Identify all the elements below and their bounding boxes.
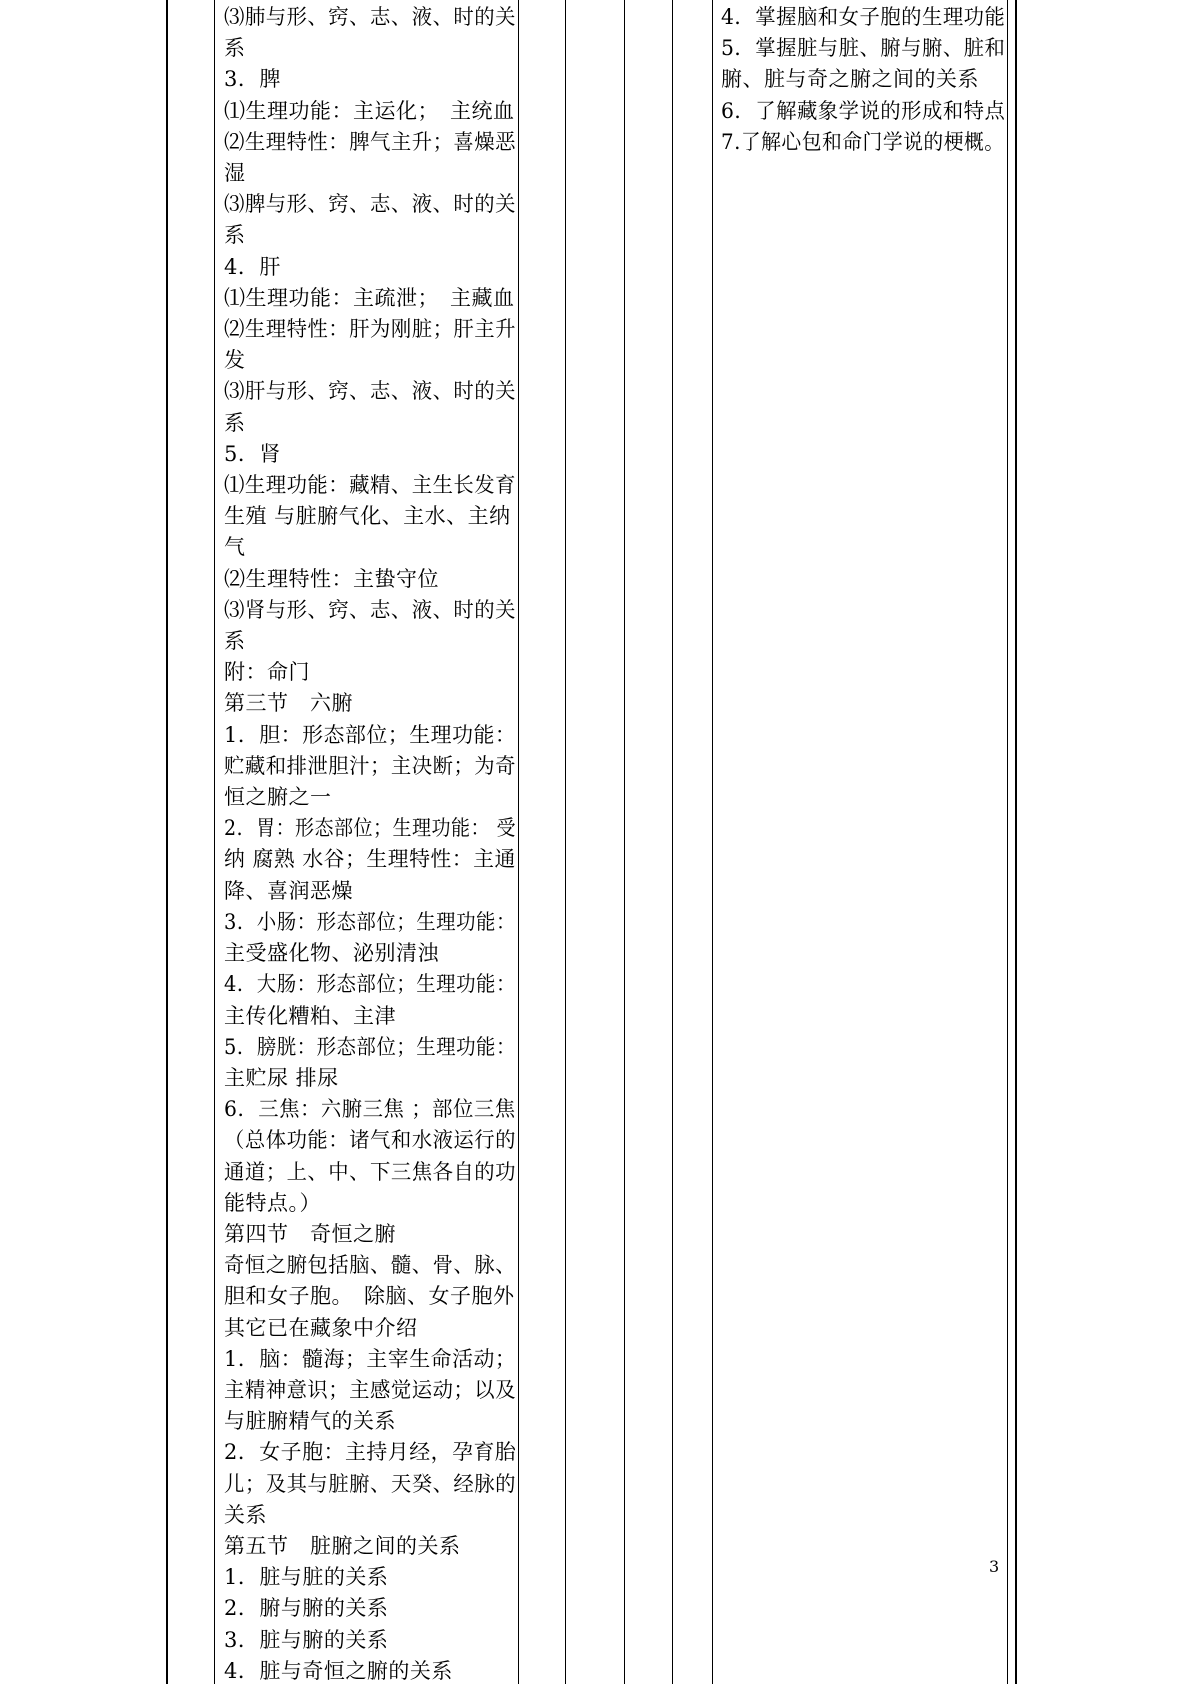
- section-heading: 第五节 脏腑之间的关系: [224, 1533, 461, 1558]
- content-line: ⑶肾与形、窍、志、液、时的关: [224, 597, 516, 622]
- requirement-line: 腑、脏与奇之腑之间的关系: [721, 67, 979, 92]
- content-line: ⑶肺与形、窍、志、液、时的关: [224, 5, 516, 29]
- content-line: 主贮尿 排尿: [224, 1065, 339, 1090]
- content-line: 4．肝: [224, 254, 281, 279]
- content-line: 主传化糟粕、主津: [224, 1003, 396, 1028]
- content-line: ⑵生理特性：脾气主升；喜燥恶: [224, 129, 516, 154]
- content-line: 发: [224, 348, 246, 373]
- requirement-line: 4．掌握脑和女子胞的生理功能: [721, 5, 1006, 29]
- content-line: ⑴生理功能：主运化； 主统血: [224, 98, 515, 123]
- content-line: ⑵生理特性：主蛰守位: [224, 566, 439, 591]
- teaching-content-column: [224, 2, 516, 1687]
- content-line: ⑴生理功能：主疏泄； 主藏血: [224, 285, 515, 310]
- requirement-line: 5．掌握脏与脏、腑与腑、脏和: [721, 36, 1006, 61]
- column-divider: [672, 0, 673, 1684]
- content-line: 5．肾: [224, 441, 281, 466]
- content-line: 2．腑与腑的关系: [224, 1596, 389, 1621]
- content-line: 主受盛化物、泌别清浊: [224, 941, 439, 966]
- page-number: 3: [989, 1557, 1000, 1576]
- content-line: 奇恒之腑包括脑、髓、骨、脉、: [224, 1253, 516, 1278]
- content-line: 1．脏与脏的关系: [224, 1565, 389, 1590]
- content-line: 2．女子胞：主持月经，孕育胎: [224, 1440, 517, 1465]
- content-line: 与脏腑精气的关系: [224, 1409, 396, 1434]
- teaching-requirements-column: [721, 2, 1005, 158]
- content-line: 儿；及其与脏腑、天癸、经脉的: [224, 1471, 516, 1496]
- column-divider: [214, 0, 215, 1684]
- requirement-line: 7.了解心包和命门学说的梗概。: [721, 129, 1005, 154]
- content-line: 贮藏和排泄胆汁；主决断；为奇: [224, 753, 516, 778]
- content-line: 恒之腑之一: [224, 785, 332, 810]
- content-line: 附：命门: [224, 660, 310, 685]
- content-line: 2．胃：形态部位；生理功能： 受: [224, 816, 517, 841]
- table-border-left: [166, 0, 168, 1684]
- content-line: ⑶肝与形、窍、志、液、时的关: [224, 379, 516, 404]
- column-divider: [565, 0, 566, 1684]
- content-line: 系: [224, 36, 246, 61]
- content-line: 1．胆：形态部位；生理功能：: [224, 722, 517, 747]
- content-line: 湿: [224, 161, 246, 186]
- content-line: 3．脾: [224, 67, 281, 92]
- content-line: ⑵生理特性：肝为刚脏；肝主升: [224, 317, 516, 342]
- content-line: 生殖 与脏腑气化、主水、主纳: [224, 504, 511, 529]
- content-line: 胆和女子胞。 除脑、女子胞外: [224, 1284, 515, 1309]
- requirement-line: 6．了解藏象学说的形成和特点: [721, 98, 1006, 123]
- content-line: 系: [224, 410, 246, 435]
- content-line: （总体功能：诸气和水液运行的: [224, 1128, 516, 1153]
- content-line: 气: [224, 535, 246, 560]
- content-line: ⑶脾与形、窍、志、液、时的关: [224, 192, 516, 217]
- content-line: 其它已在藏象中介绍: [224, 1315, 418, 1340]
- content-line: 能特点。）: [224, 1190, 321, 1215]
- content-line: 4．脏与奇恒之腑的关系: [224, 1658, 453, 1683]
- content-line: 通道；上、中、下三焦各自的功: [224, 1159, 516, 1184]
- column-divider: [1007, 0, 1008, 1684]
- content-line: 4．大肠：形态部位；生理功能：: [224, 972, 516, 997]
- column-divider: [712, 0, 713, 1684]
- content-line: 系: [224, 223, 246, 248]
- content-line: 6．三焦：六腑三焦 ；部位三焦: [224, 1097, 516, 1122]
- column-divider: [624, 0, 625, 1684]
- column-divider: [518, 0, 519, 1684]
- section-heading: 第四节 奇恒之腑: [224, 1221, 396, 1246]
- table-border-right: [1015, 0, 1017, 1684]
- section-heading: 第三节 六腑: [224, 691, 353, 716]
- content-line: 降、喜润恶燥: [224, 878, 353, 903]
- content-line: 1．脑：髓海；主宰生命活动；: [224, 1346, 517, 1371]
- content-line: 纳 腐熟 水谷；生理特性：主通: [224, 847, 516, 872]
- content-line: 主精神意识；主感觉运动；以及: [224, 1377, 516, 1402]
- content-line: ⑴生理功能：藏精、主生长发育: [224, 473, 516, 498]
- content-line: 3．脏与腑的关系: [224, 1627, 389, 1652]
- content-line: 5．膀胱：形态部位；生理功能：: [224, 1034, 516, 1059]
- content-line: 关系: [224, 1502, 267, 1527]
- content-line: 3．小肠：形态部位；生理功能：: [224, 909, 516, 934]
- content-line: 系: [224, 629, 246, 654]
